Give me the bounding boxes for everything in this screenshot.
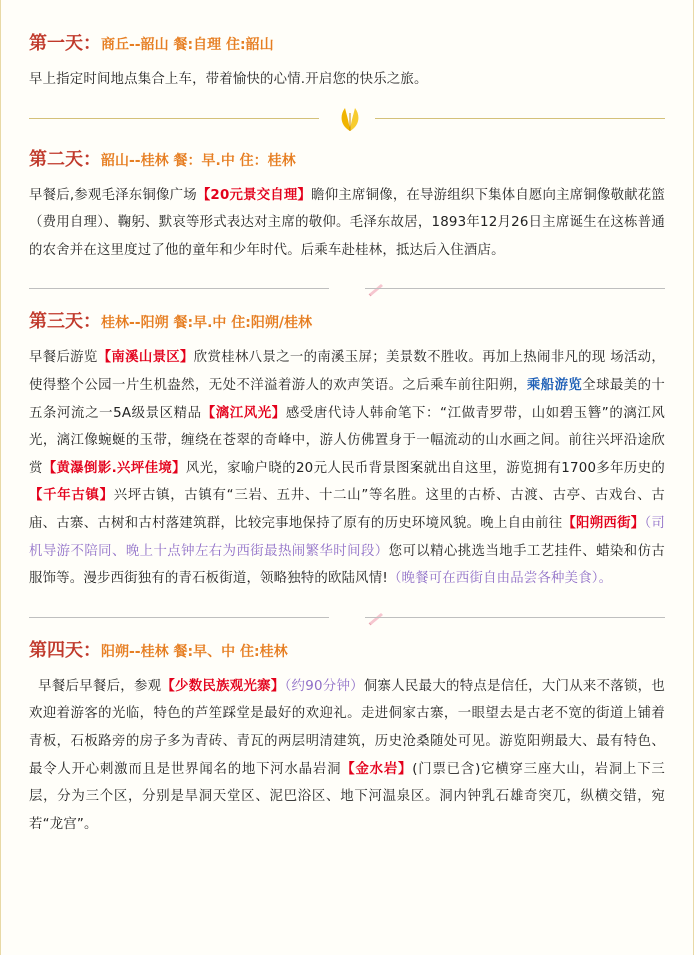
highlight-fee: 【20元景交自理】 (196, 187, 312, 203)
divider-line-left (29, 617, 329, 618)
text-run: 早餐后游览 (29, 350, 98, 366)
day-2-label: 第二天： (29, 148, 101, 170)
day-3-text (29, 344, 665, 592)
text-run: 感受唐代诗人韩俞笔下：“江做青罗带，山如碧玉簪”的漓江风光，漓江像蜿蜒的玉带，缠绕在苍翠的奇峰中，游人仿佛置身于一幅流动的山水画之间。前往兴坪沿途欣赏 (29, 405, 665, 476)
divider-line-left (29, 118, 319, 119)
day-4-section (1, 629, 693, 839)
highlight-ancient-town: 【千年古镇】 (29, 488, 114, 504)
divider-line-right (375, 118, 665, 119)
text-run: 您可以精心挑选当地手工艺挂件、蜡染和仿古服饰等。漫步西街独有的青石板街道，领略独特的欧陆风情! (29, 543, 666, 587)
highlight-minority-village: 【少数民族观光寨】 (161, 678, 285, 694)
text-run: 侗寨人民最大的特点是信任，大门从来不落锁，也欢迎着游客的光临，特色的芦笙踩堂是最好的欢迎礼。走进侗家古寨，一眼望去是古老不宽的街道上铺着青板，石板路旁的房子多为青砖、青瓦的两层明清建筑，历史沧桑随处可见。游览阳朔最大、最有特色、最令人开心刺激而且是世界闻名的地下河水晶岩洞 (29, 678, 665, 777)
text-run: 欣赏桂林八景之一的南溪玉屏；美景数不胜收。再加上热闹非凡的现 场活动，使得整个公园一片生机盎然，无处不洋溢着游人的欢声笑语。之后乘车前往阳朔， (29, 350, 666, 393)
divider-line-right (365, 617, 665, 618)
note-duration: （约90分钟） (284, 678, 364, 694)
highlight-lijiang: 【漓江风光】 (201, 405, 286, 421)
text-run: 早餐后,参观毛泽东铜像广场 (29, 187, 197, 203)
day-2-route: 韶山--桂林 餐：早.中 住：桂林 (101, 152, 296, 169)
text-run: 瞻仰主席铜像，在导游组织下集体自愿向主席铜像敬献花篮（费用自理）、鞠躬、默哀等形式表达对主席的敬仰。毛泽东故居，1893年12月26日主席诞生在这栋普通的农舍并在这里度过了他的童年和少年时代。后乘车赴桂林，抵达后入住酒店。 (29, 187, 666, 258)
day-1-section (1, 0, 693, 94)
day-4-route: 阳朔--桂林 餐:早、中 住:桂林 (101, 643, 288, 660)
pen-divider (29, 607, 665, 629)
day-3-label: 第三天： (29, 311, 101, 333)
text-run: 早餐后早餐后，参观 (29, 678, 162, 694)
day-3-section (1, 300, 693, 592)
highlight-boat-tour: 乘船游览 (526, 377, 583, 393)
note-dinner: （晚餐可在西街自由品尝各种美食）。 (387, 571, 613, 587)
note-guide: （司机导游不陪同、晚上十点钟左右为西街最热闹繁华时间段） (29, 515, 666, 559)
divider-line-left (29, 288, 329, 289)
day-1-title (29, 0, 665, 58)
highlight-nanxishan: 【南溪山景区】 (97, 350, 194, 366)
highlight-xingping: 【黄瀑倒影.兴坪佳境】 (42, 460, 186, 476)
day-4-title (29, 629, 665, 665)
feather-icon (335, 609, 417, 627)
day-2-section (1, 134, 693, 265)
day-3-title (29, 300, 665, 336)
day-4-label: 第四天： (29, 639, 101, 661)
day-4-text (29, 673, 665, 839)
highlight-jinshuiyan: 【金水岩】 (341, 761, 413, 777)
day-1-route: 商丘--韶山 餐:自理 住:韶山 (101, 37, 274, 53)
leaf-icon (335, 104, 365, 134)
pen-divider (29, 278, 665, 300)
text-run: (门票已含)它横穿三座大山，岩洞上下三层，分为三个区，分别是旱洞天堂区、泥巴浴区、地下河温泉区。洞内钟乳石雄奇突兀，纵横交错，宛若“龙宫”。 (29, 761, 666, 832)
day-3-route: 桂林--阳朔 餐:早.中 住:阳朔/桂林 (101, 315, 312, 332)
day-2-text (29, 182, 665, 265)
divider-line-right (365, 288, 665, 289)
day-2-title (29, 134, 665, 174)
text-run: 兴坪古镇，古镇有“三岩、五井、十二山”等名胜。这里的古桥、古渡、古亭、古戏台、古庙、古寨、古树和古村落建筑群，比较完事地保持了原有的历史环境风貌。晚上自由前往 (29, 488, 666, 531)
day-1-label: 第一天： (29, 33, 101, 54)
highlight-west-street: 【阳朔西街】 (562, 515, 645, 531)
leaf-divider (29, 104, 665, 134)
text-run: 全球最美的十五条河流之一5A级景区精品 (29, 377, 665, 421)
text-run: 风光，家喻户晓的20元人民币背景图案就出自这里，游览拥有1700多年历史的 (185, 460, 665, 476)
feather-icon (335, 280, 417, 298)
day-1-text: 早上指定时间地点集合上车，带着愉快的心情.开启您的快乐之旅。 (29, 72, 428, 87)
